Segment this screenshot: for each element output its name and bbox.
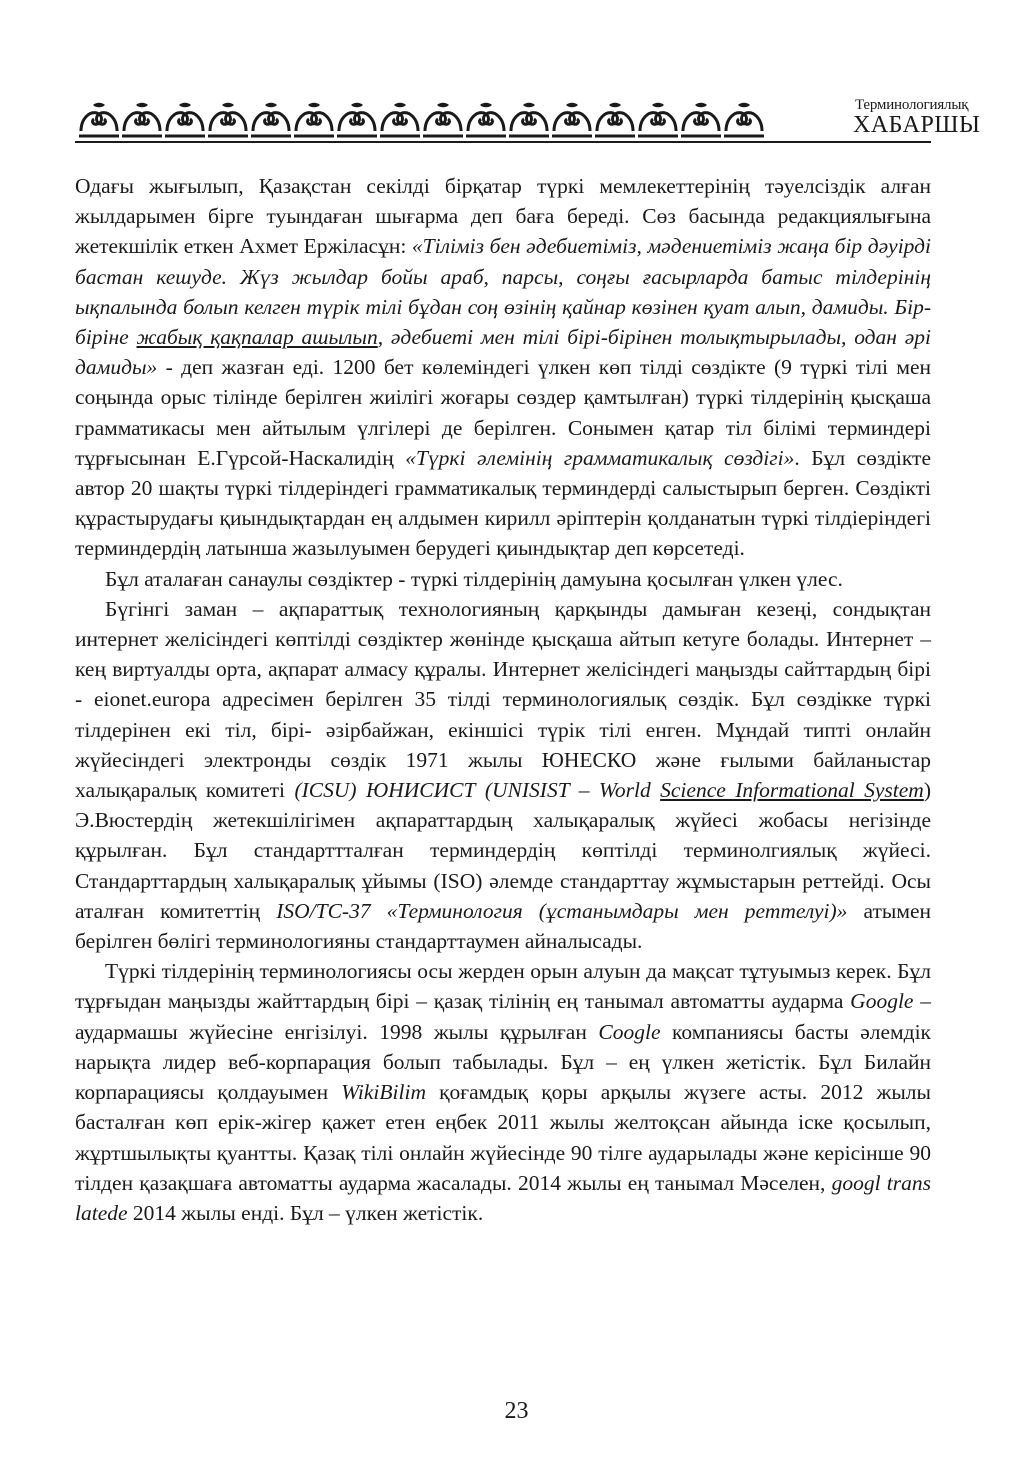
article-body [75,171,931,1228]
header-divider [75,141,931,143]
page-number: 23 [504,1398,529,1424]
ornament-border-icon [75,101,775,139]
paragraph-4: Түркі тілдерінің терминологиясы осы жерден орын алуын да мақсат тұтуымыз керек. Бұл тұрғыдан маңызды жайттардың бірі – қазақ тілінің ең танымал автоматты аударма Google – аудармашы жүйесіне енгізілуі. 1998 жылы құрылған Coogle компаниясы басты әлемдік нарықта лидер веб-корпарация болып табылады. Бұл – ең үлкен жетістік. Бұл Билайн корпарациясы қолдауымен WikiBilim қоғамдық қоры арқылы жүзеге асты. 2012 жылы басталған көп ерік-жігер қажет етен еңбек 2011 жылы желтоқсан айында іске қосылып, жұртшылықты қуантты. Қазақ тілі онлайн жүйесінде 90 тілге аударылады және керісінше 90 тілден қазақшаға автоматты аударма жасалады. 2014 жылы ең танымал Мәселен, googl trans latede 2014 жылы енді. Бұл – үлкен жетістік. [75,959,932,1225]
paragraph-3: Бүгінгі заман – ақпараттық технологияның қарқынды дамыған кезеңі, сондықтан интернет желісіндегі көптілді сөздіктер жөнінде қысқаша айтып кетуге болады. Интернет – кең виртуалды орта, ақпарат алмасу құралы. Интернет желісіндегі маңызды сайттардың бірі - eionet.europa адресімен берілген 35 тілді терминологиялық сөздік. Бұл сөздікке түркі тілдерінен екі тіл, бірі- әзірбайжан, екіншісі түрік тілі енген. Мұндай типті онлайн жүйесіндегі электронды сөздік 1971 жылы ЮНЕСКО және ғылыми байланыстар халықаралық комитеті (ICSU) ЮНИСИСТ (UNISIST – World Science Informational System) Э.Вюстердің жетекшілігімен ақпараттардың халықаралық жүйесі жобасы негізінде құрылған. Бұл стандарттталған терминдердің көптілді терминолгиялық жүйесі. Стандарттардың халықаралық ұйымы (ISO) әлемде стандарттау жұмыстарын реттейді. Осы аталған комитеттің ISO/TC-37 «Терминология (ұстанымдары мен реттелуі)» атымен берілген бөлігі терминологияны стандарттаумен айналысады. [75,596,931,954]
paragraph-1: Одағы жығылып, Қазақстан секілді бірқатар түркі мемлекеттерінің тәуелсіздік алған жылдарымен бірге туындаған шығарма деп баға береді. Сөз басында редакциялығына жетекшілік еткен Ахмет Ержіласұн: «Тіліміз бен әдебиетіміз, мәдениетіміз жаңа бір дәуірді бастан кешуде. Жүз жылдар бойы араб, парсы, соңғы ғасырларда батыс тілдерінің ықпалында болып келген түрік тілі бұдан соң өзінің қайнар көзінен қуат алып, дамиды. Бір-біріне жабық қақпалар ашылып, әдебиеті мен тілі бірі-бірінен толықтырылады, одан әрі дамиды» - деп жазған еді. 1200 бет көлеміндегі үлкен көп тілді сөздікте (9 түркі тілі мен соңында орыс тілінде берілген жиілігі жоғары сөздер қамтылған) түркі тілдерінің қысқаша грамматикасы мен айтылым үлгілері де берілген. Сонымен қатар тіл білімі терминдері тұрғысынан Е.Гүрсой-Наскалидің «Түркі әлемінің грамматикалық сөздігі». Бұл сөздікте автор 20 шақты түркі тілдеріндегі грамматикалық терминдерді салыстырып берген. Сөздікті құрастырудағы қиындықтардан ең алдымен кирилл әріптерін қолданатын түркі тілдіеріндегі терминдердің латынша жазылуымен берудегі қиындықтар деп көрсетеді. [75,174,932,561]
journal-title-line2: ХАБАРШЫ [853,112,981,138]
journal-title-line1: Терминологиялық [855,97,969,113]
paragraph-2: Бұл аталаған санаулы сөздіктер - түркі тілдерінің дамуына қосылған үлкен үлес. [105,566,843,591]
page-header [75,95,981,145]
